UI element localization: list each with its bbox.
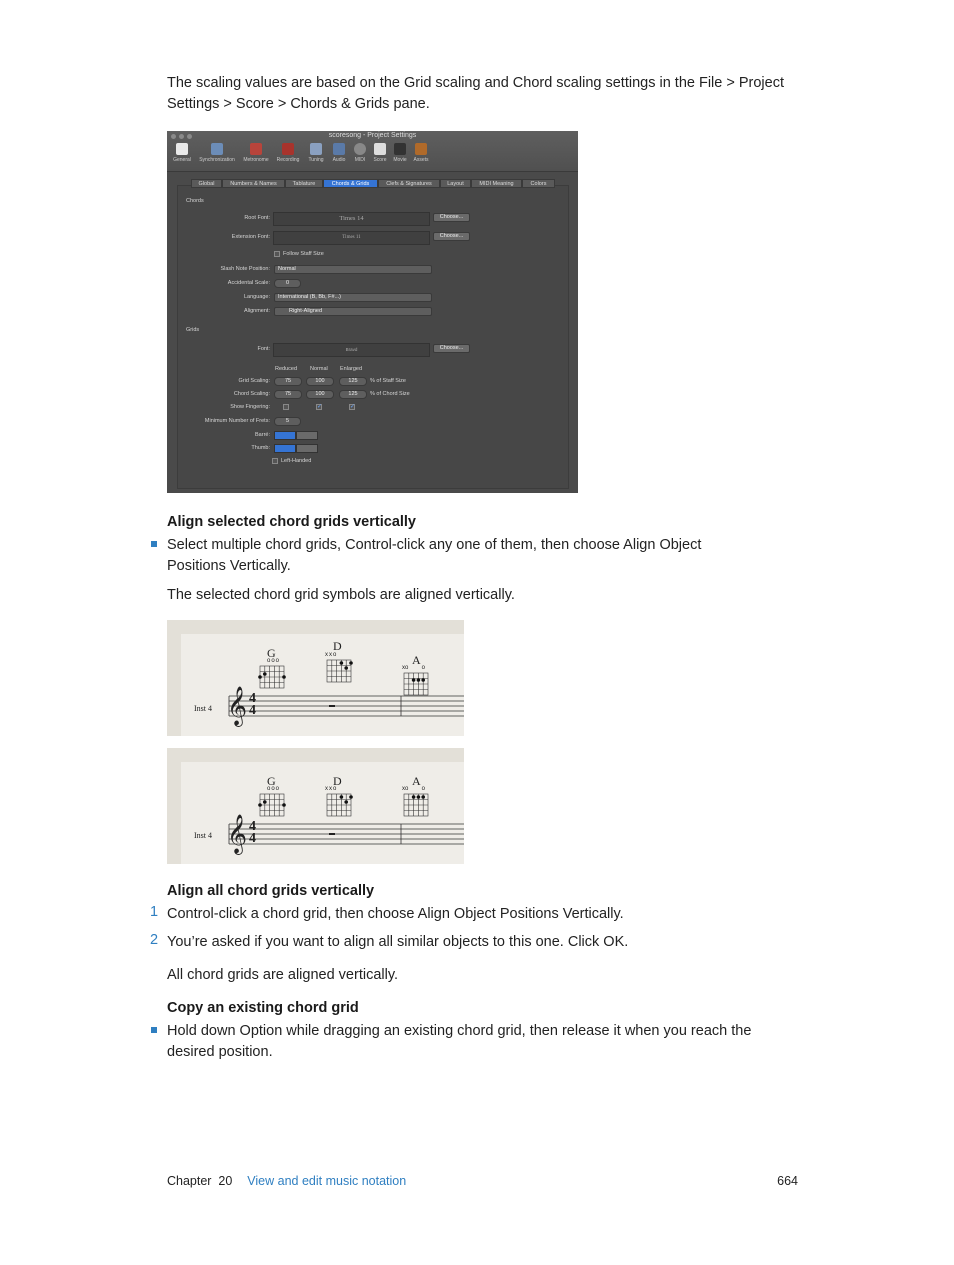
a-open-strings: xo o (402, 786, 426, 792)
bullet-square-icon (151, 541, 157, 547)
step-1-text: Control-click a chord grid, then choose Align Object Positions Vertically. (167, 906, 624, 922)
toolbar-recording[interactable] (275, 143, 301, 163)
grid-scaling-reduced-stepper[interactable]: 75 (274, 377, 302, 386)
barre-label: Barré: (255, 432, 270, 438)
instrument-label: Inst 4 (194, 831, 212, 840)
chord-symbol-g: G (267, 646, 276, 660)
column-enlarged: Enlarged (340, 366, 363, 372)
d-open-strings: xxo (325, 786, 338, 792)
a-open-strings: xo o (402, 665, 426, 671)
min-frets-label: Minimum Number of Frets: (204, 418, 270, 424)
chord-symbol-d: D (333, 774, 342, 788)
column-reduced: Reduced (275, 366, 298, 372)
score-after-svg (167, 748, 464, 864)
fingering-normal-checkbox[interactable]: ✓ (317, 404, 323, 410)
chord-scaling-label: Chord Scaling: (233, 391, 270, 397)
slash-note-popup[interactable]: Normal (274, 265, 432, 274)
barre-arc-option[interactable] (274, 431, 296, 440)
project-settings-screenshot (167, 131, 578, 493)
tab-clefs-signatures[interactable]: Clefs & Signatures (378, 179, 440, 188)
chord-scaling-enlarged-stepper[interactable]: 125 (339, 390, 367, 399)
section1-bullet-line-2: Positions Vertically. (167, 558, 291, 574)
tab-midi-meaning[interactable]: MIDI Meaning (471, 179, 522, 188)
d-open-strings: xxo (325, 652, 338, 658)
thumb-label: Thumb: (251, 445, 270, 451)
follow-staff-size-checkbox[interactable] (274, 251, 280, 257)
language-popup[interactable]: International (B, Bb, F#...) (274, 293, 432, 302)
root-font-choose-button[interactable]: Choose... (433, 213, 470, 222)
toolbar-general[interactable] (169, 143, 195, 163)
min-frets-stepper[interactable]: 5 (274, 417, 301, 426)
tab-colors[interactable]: Colors (522, 179, 555, 188)
toolbar-audio-label: Audio (332, 157, 346, 163)
accidental-scale-label: Accidental Scale: (227, 280, 270, 286)
instrument-label: Inst 4 (194, 704, 212, 713)
accidental-scale-stepper[interactable]: 0 (274, 279, 301, 288)
chord-scaling-unit: % of Chord Size (370, 391, 410, 397)
root-font-label: Root Font: (244, 215, 270, 221)
score-before-svg (167, 620, 464, 736)
treble-clef-icon: 𝄞 (227, 814, 248, 854)
extension-font-field[interactable]: Times 11 (273, 231, 430, 245)
language-label: Language: (244, 294, 270, 300)
fingering-reduced-checkbox[interactable] (283, 404, 289, 410)
toolbar-movie-label: Movie (393, 157, 407, 163)
slash-note-label: Slash Note Position: (220, 266, 270, 272)
section2-result: All chord grids are aligned vertically. (167, 967, 399, 983)
root-font-field[interactable]: Times 14 (273, 212, 430, 226)
left-handed-checkbox[interactable] (272, 458, 278, 464)
footer-page-number: 664 (777, 1174, 798, 1188)
extension-font-label: Extension Font: (231, 234, 270, 240)
chord-symbol-a: A (412, 774, 421, 788)
score-after-align (167, 748, 464, 864)
grid-font-field[interactable]: Bravd (273, 343, 430, 357)
bullet-square-icon (151, 1027, 157, 1033)
chords-section-title: Chords (186, 198, 204, 204)
footer-chapter (167, 1174, 406, 1188)
left-handed-label: Left-Handed (281, 458, 312, 464)
thumb-option-1[interactable] (274, 444, 296, 453)
chord-symbol-a: A (412, 653, 421, 667)
barre-line-option[interactable] (296, 431, 318, 440)
section3-heading: Copy an existing chord grid (167, 1000, 359, 1016)
step-1-number: 1 (150, 904, 159, 920)
tab-tablature[interactable]: Tablature (285, 179, 323, 188)
toolbar-synchronization-label: Synchronization (199, 157, 235, 163)
toolbar-recording-label: Recording (276, 157, 300, 163)
window-titlebar (167, 131, 578, 172)
time-sig-top: 4 (249, 691, 256, 706)
toolbar-midi-label: MIDI (354, 157, 366, 163)
time-sig-bottom: 4 (249, 831, 256, 846)
extension-font-choose-button[interactable]: Choose... (433, 232, 470, 241)
intro-line-1: The scaling values are based on the Grid scaling and Chord scaling settings in the File > Project (167, 75, 784, 91)
chord-symbol-d: D (333, 639, 342, 653)
score-before-align (167, 620, 464, 736)
grid-font-choose-button[interactable]: Choose... (433, 344, 470, 353)
fingering-enlarged-checkbox[interactable]: ✓ (350, 404, 356, 410)
chord-symbol-g: G (267, 774, 276, 788)
toolbar-metronome-label: Metronome (243, 157, 269, 163)
section1-result: The selected chord grid symbols are aligned vertically. (167, 587, 515, 603)
thumb-option-2[interactable] (296, 444, 318, 453)
toolbar-assets[interactable] (408, 143, 434, 163)
intro-line-2: Settings > Score > Chords & Grids pane. (167, 96, 430, 112)
section3-bullet-line-2: desired position. (167, 1044, 273, 1060)
footer-chapter-label: Chapter 20 (167, 1174, 233, 1188)
tab-layout[interactable]: Layout (440, 179, 471, 188)
grid-font-label: Font: (257, 346, 270, 352)
treble-clef-icon: 𝄞 (227, 686, 248, 726)
toolbar-synchronization[interactable] (199, 143, 235, 163)
section1-heading: Align selected chord grids vertically (167, 514, 416, 530)
section2-heading: Align all chord grids vertically (167, 883, 375, 899)
tab-global[interactable]: Global (191, 179, 222, 188)
chord-scaling-normal-stepper[interactable]: 100 (306, 390, 334, 399)
tab-numbers-names[interactable]: Numbers & Names (222, 179, 285, 188)
follow-staff-size-label: Follow Staff Size (283, 251, 324, 257)
grid-scaling-normal-stepper[interactable]: 100 (306, 377, 334, 386)
grid-scaling-enlarged-stepper[interactable]: 125 (339, 377, 367, 386)
chord-scaling-reduced-stepper[interactable]: 75 (274, 390, 302, 399)
footer-chapter-link[interactable]: View and edit music notation (247, 1174, 407, 1188)
g-open-strings: ooo (267, 786, 281, 792)
toolbar-tuning-label: Tuning (308, 157, 324, 163)
grid-scaling-label: Grid Scaling: (238, 378, 270, 384)
g-open-strings: ooo (267, 658, 281, 664)
window-title: scoresong - Project Settings (328, 132, 417, 139)
toolbar-metronome[interactable] (243, 143, 269, 163)
toolbar-assets-label: Assets (413, 157, 429, 163)
tab-chords-grids[interactable]: Chords & Grids (323, 179, 378, 188)
alignment-label: Alignment: (244, 308, 270, 314)
step-2-text: You’re asked if you want to align all similar objects to this one. Click OK. (167, 934, 629, 950)
toolbar-score-label: Score (373, 157, 387, 163)
time-sig-bottom: 4 (249, 703, 256, 718)
section1-bullet-line-1: Select multiple chord grids, Control-click any one of them, then choose Align Object (167, 537, 702, 553)
time-sig-top: 4 (249, 819, 256, 834)
grids-section-title: Grids (186, 327, 200, 333)
alignment-popup[interactable]: Right-Aligned (274, 307, 432, 316)
grid-scaling-unit: % of Staff Size (370, 378, 406, 384)
section3-bullet-line-1: Hold down Option while dragging an existing chord grid, then release it when you reach the (167, 1023, 752, 1039)
show-fingering-label: Show Fingering: (230, 404, 270, 410)
step-2-number: 2 (150, 932, 159, 948)
toolbar-general-label: General (173, 157, 191, 163)
column-normal: Normal (310, 366, 328, 372)
